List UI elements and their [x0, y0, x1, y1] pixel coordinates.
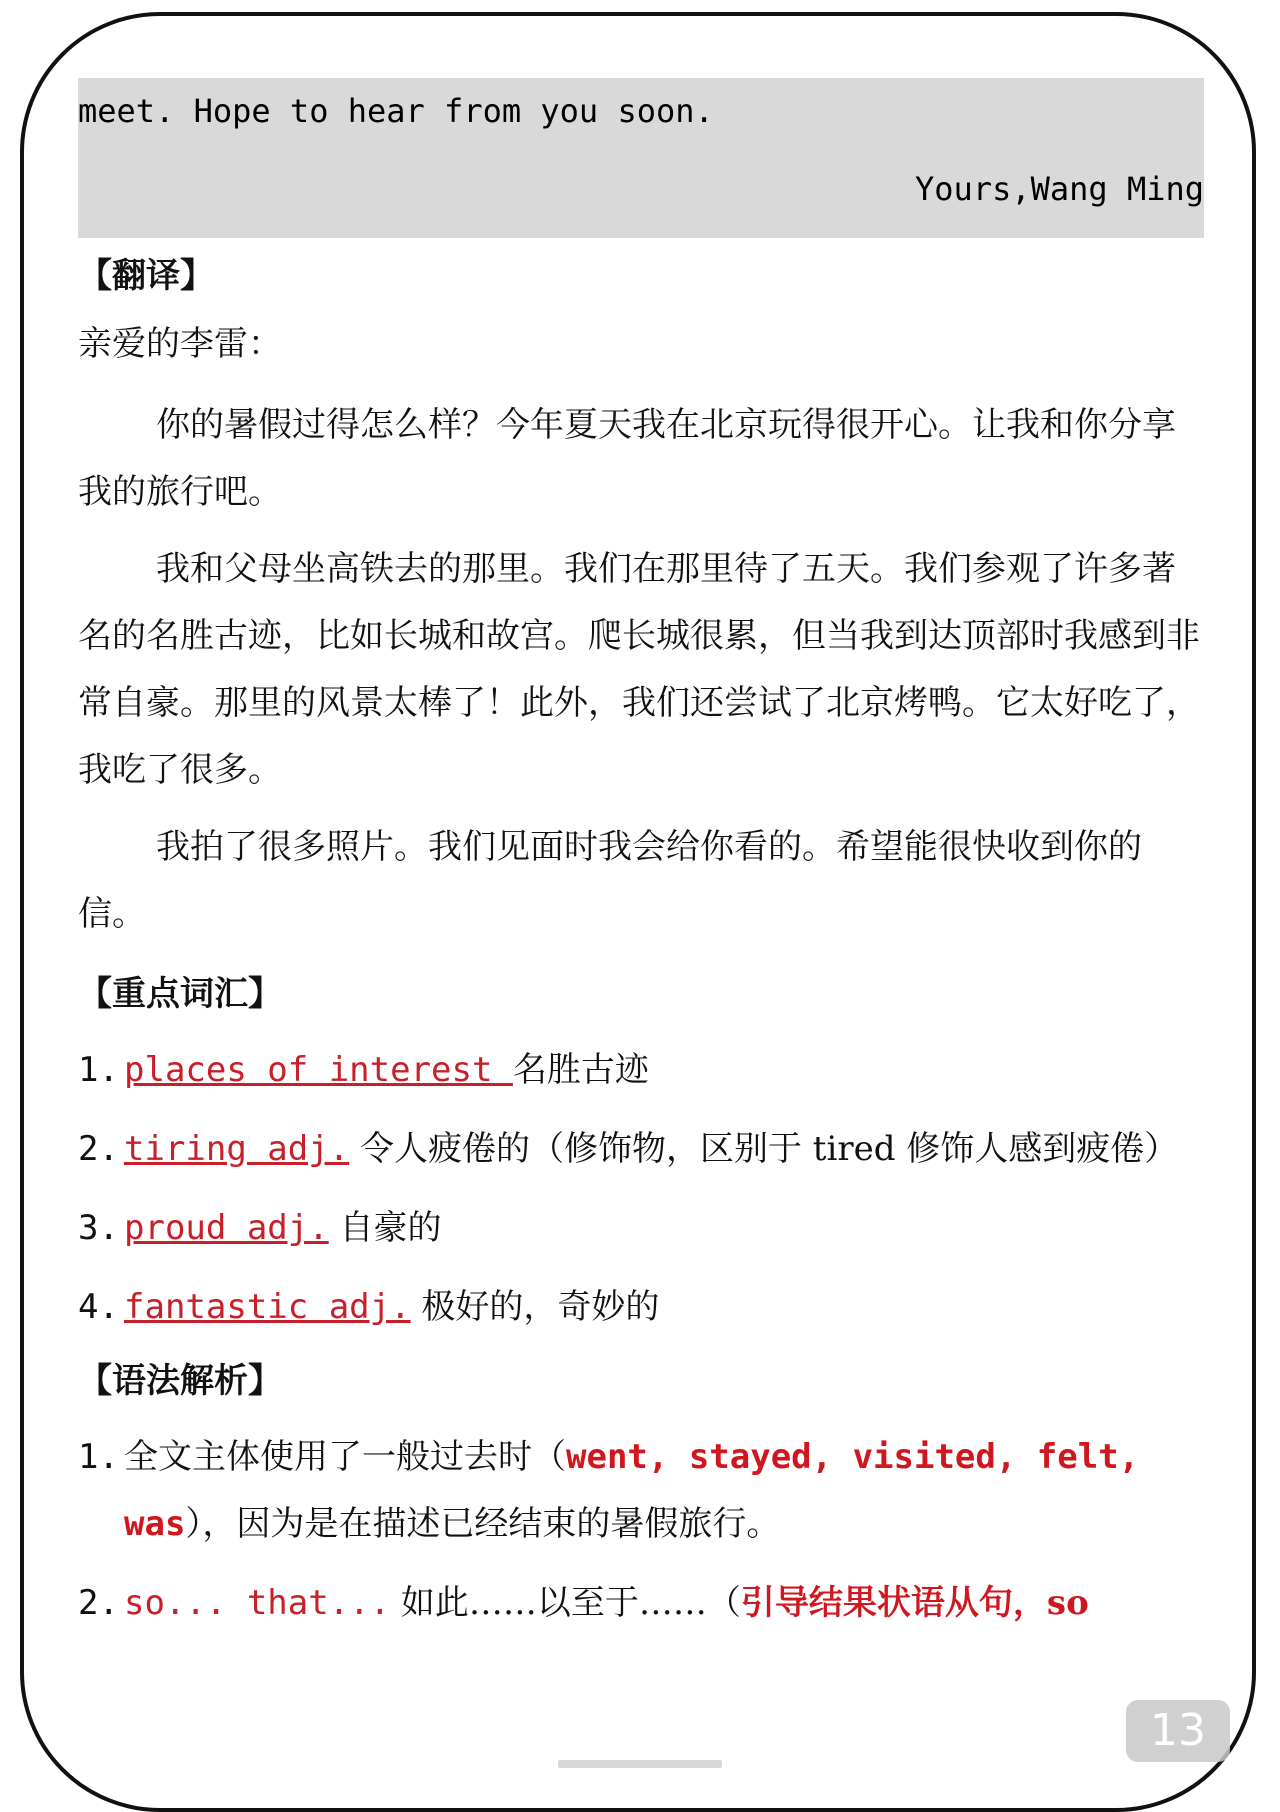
grammar-note: 引导结果状语从句，so: [740, 1583, 1089, 1623]
vocab-item: [78, 1037, 1204, 1104]
grammar-item: [78, 1570, 1204, 1637]
letter-ending-box: [78, 78, 1204, 238]
vocab-item: [78, 1274, 1204, 1341]
letter-signature: Yours,Wang Ming: [915, 170, 1204, 208]
vocab-meaning: 名胜古迹: [512, 1050, 649, 1090]
grammar-verbs: went, stayed, visited, felt, was: [124, 1437, 1140, 1544]
vocab-item: [78, 1116, 1204, 1183]
item-number: 2.: [78, 1583, 119, 1623]
translation-heading: 【翻译】: [78, 256, 214, 296]
page-content: [78, 78, 1204, 1637]
vocab-term: fantastic adj.: [124, 1287, 411, 1327]
item-number: 1.: [78, 1050, 119, 1090]
vocab-heading: 【重点词汇】: [78, 974, 282, 1014]
vocab-term: tiring adj.: [124, 1129, 350, 1169]
item-number: 1.: [78, 1437, 119, 1477]
grammar-heading: 【语法解析】: [78, 1361, 282, 1401]
item-number: 3.: [78, 1208, 119, 1248]
translation-paragraph: 你的暑假过得怎么样？今年夏天我在北京玩得很开心。让我和你分享我的旅行吧。: [78, 405, 1176, 512]
grammar-text: ），因为是在描述已经结束的暑假旅行。: [185, 1504, 781, 1544]
grammar-text: 全文主体使用了一般过去时（: [124, 1437, 566, 1477]
page-number-badge: 13: [1126, 1700, 1230, 1762]
vocab-meaning: 极好的，奇妙的: [410, 1287, 660, 1327]
vocab-term: proud adj.: [124, 1208, 329, 1248]
translation-paragraph: 我和父母坐高铁去的那里。我们在那里待了五天。我们参观了许多著名的名胜古迹，比如长城和故宫。爬长城很累，但当我到达顶部时我感到非常自豪。那里的风景太棒了！此外，我们还尝试了北京烤鸭。它太好吃了，我吃了很多。: [78, 549, 1200, 790]
translation-paragraph: 我拍了很多照片。我们见面时我会给你看的。希望能很快收到你的信。: [78, 827, 1142, 934]
vocab-term: places of interest: [124, 1050, 513, 1090]
vocab-item: [78, 1195, 1204, 1262]
letter-closing-line: meet. Hope to hear from you soon.: [78, 92, 714, 130]
grammar-text: 如此……以至于……（: [390, 1583, 741, 1623]
item-number: 4.: [78, 1287, 119, 1327]
grammar-item: [78, 1424, 1204, 1558]
grammar-term: so... that...: [124, 1583, 391, 1623]
translation-greeting: 亲爱的李雷：: [78, 324, 282, 364]
vocab-meaning: 自豪的: [328, 1208, 442, 1248]
scroll-indicator: [558, 1760, 722, 1768]
item-number: 2.: [78, 1129, 119, 1169]
vocab-meaning: 令人疲倦的（修饰物，区别于 tired 修饰人感到疲倦）: [349, 1129, 1179, 1169]
